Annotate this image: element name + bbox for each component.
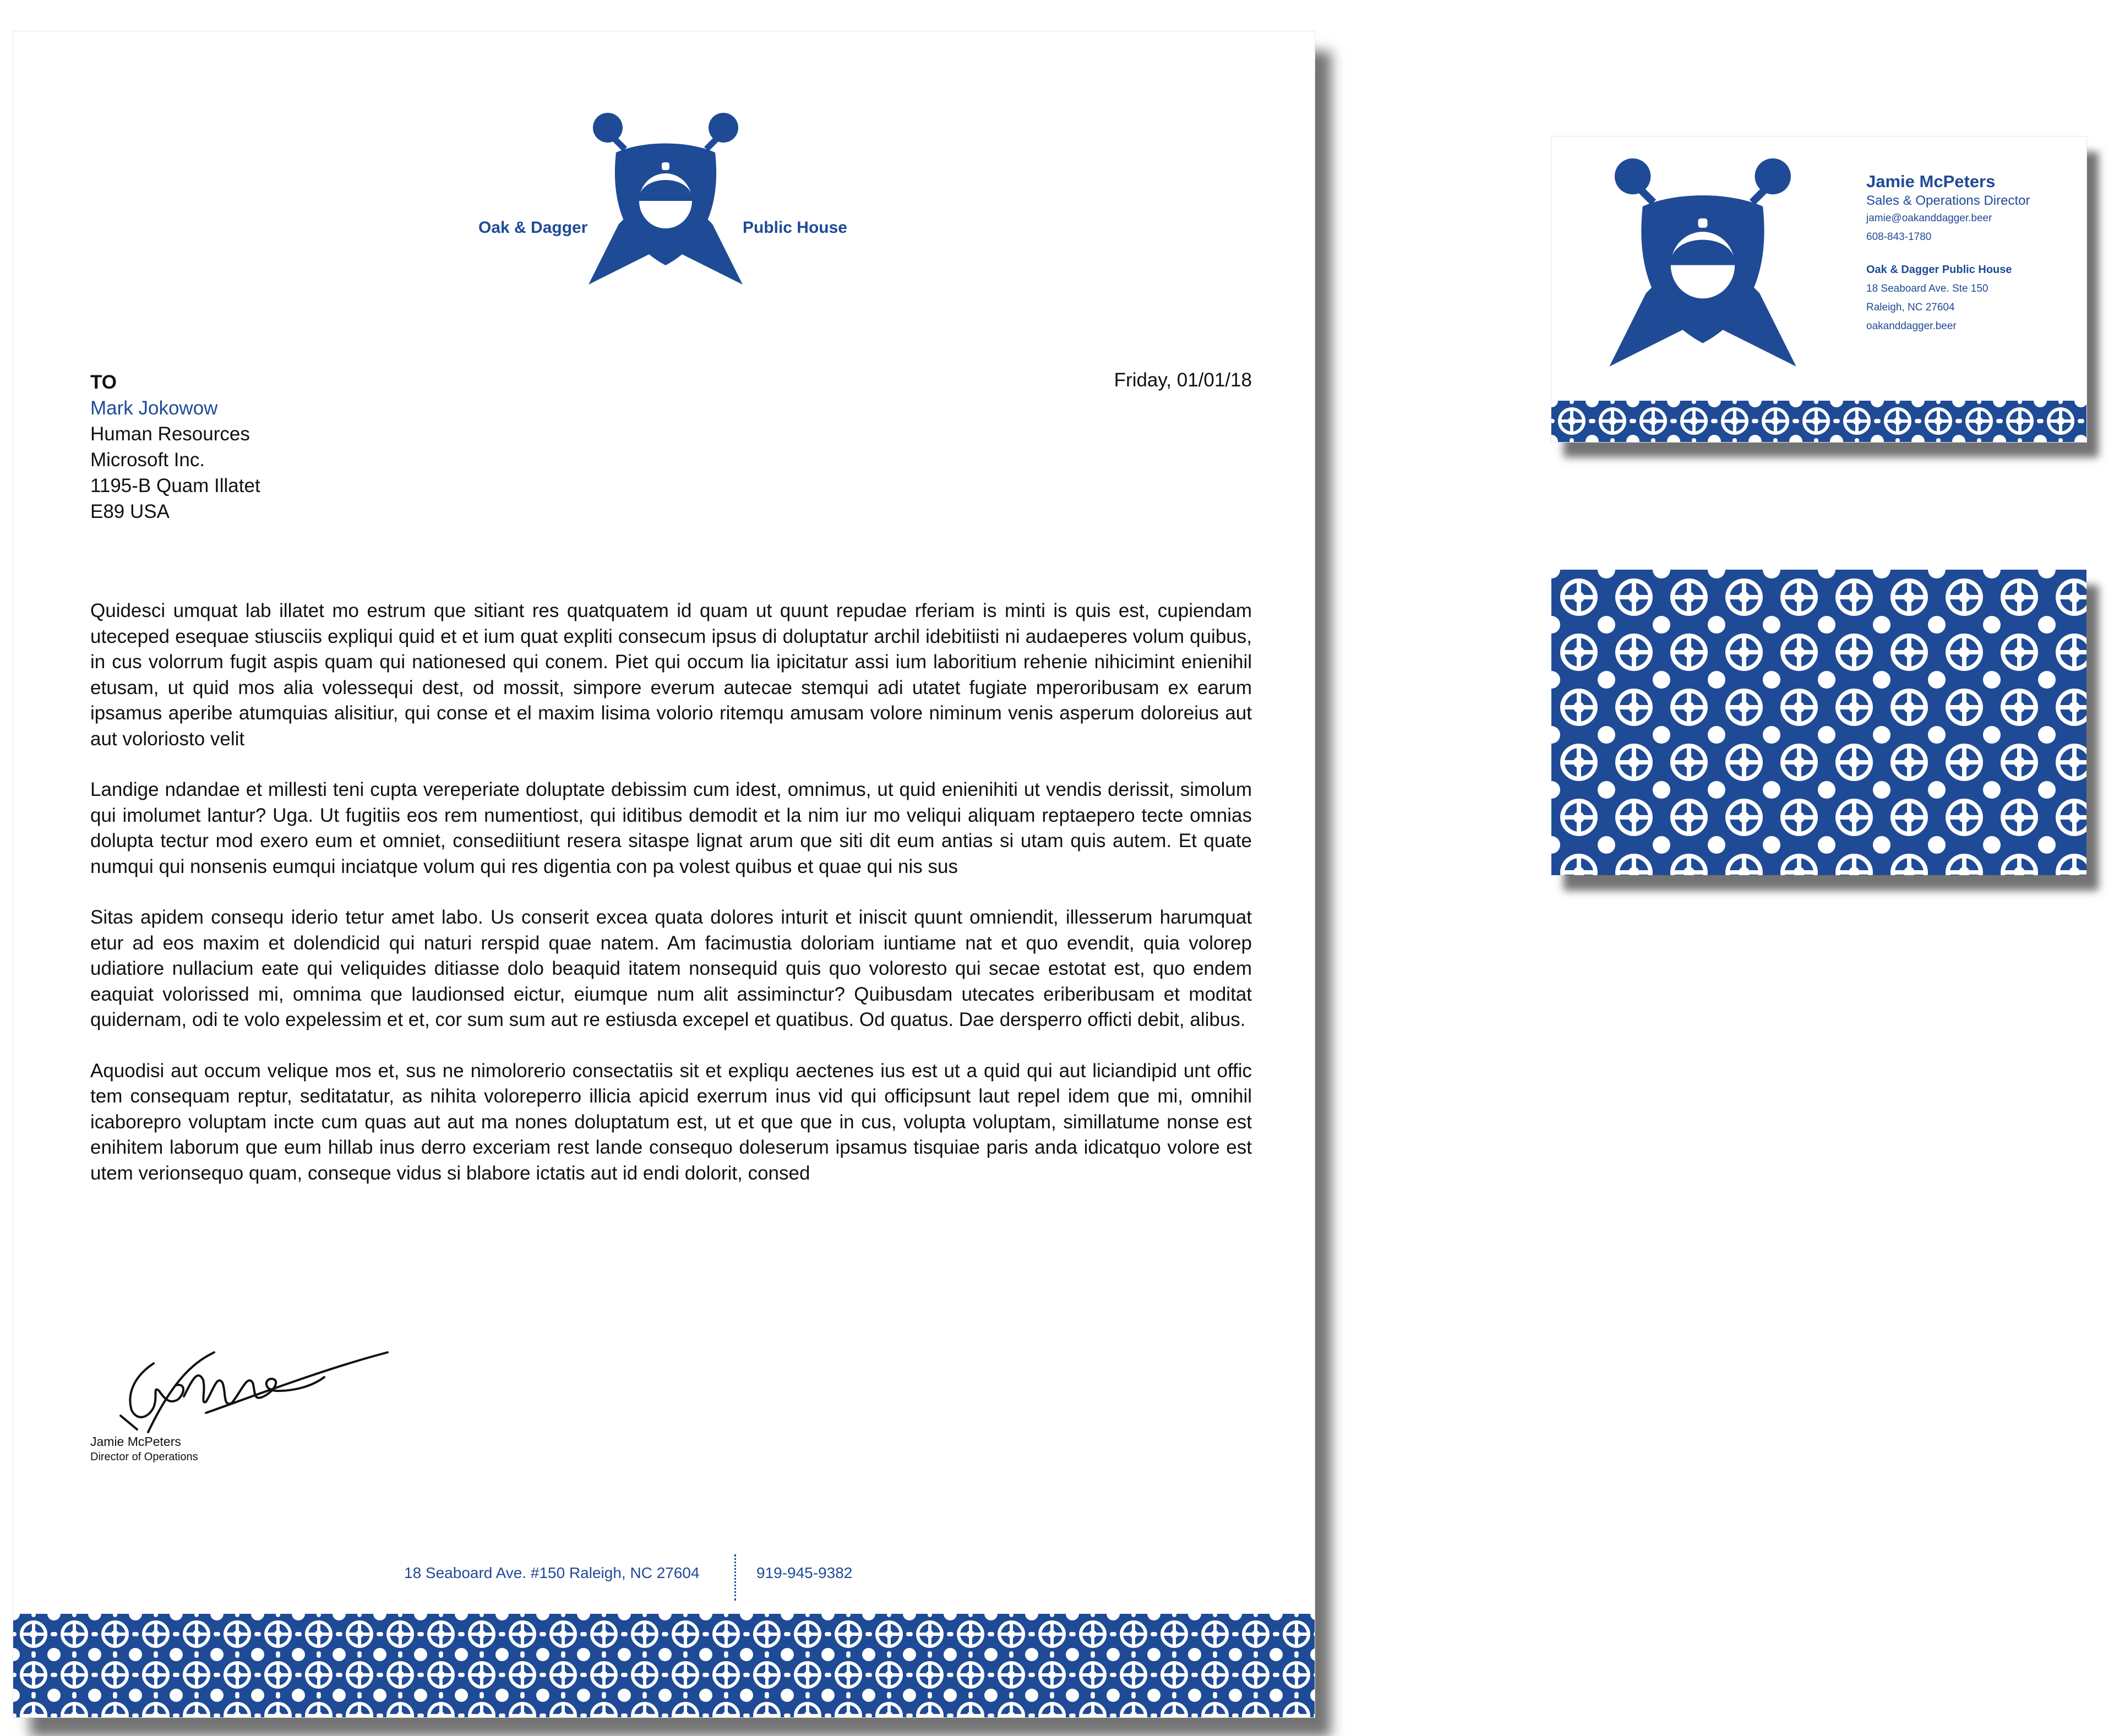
card-company: Oak & Dagger Public House bbox=[1866, 264, 2012, 276]
recipient-line: Human Resources bbox=[90, 423, 250, 445]
tile-pattern-band bbox=[1551, 401, 2086, 442]
to-label: TO bbox=[90, 372, 117, 393]
card-name: Jamie McPeters bbox=[1866, 172, 1996, 191]
recipient-block bbox=[90, 369, 260, 525]
card-email: jamie@oakanddagger.beer bbox=[1866, 212, 1992, 224]
letter-body bbox=[90, 598, 1252, 1211]
brand-name-right: Public House bbox=[742, 219, 847, 237]
business-card-front bbox=[1551, 137, 2086, 442]
body-paragraph: Sitas apidem consequ iderio tetur amet labo. Us conserit excea quata dolores inturit et iniscit quunt omniendit, illesserum harumquat etur ad eos maxim et dolendicid qui naturi rerspid quae natem. Am facimustia doloriam iuntiame nat et quo evendit, quia volorep udiatiore nullacium eate qui veliquides ditiasse dolo beaquid itatem nonsequid quis quo voloresto qui secae estotat est, quo endem eaquiat volorissed mi, omnima que laudionsed eictur, eiumque num alit assiminctur? Quibusdam utecates eriberibusam et moditat quidernam, odi te volo expelessim et et, cor sum sum aut re estiusda excepel et quatibus. Od quatus. Dae dersperro officti debit, alibus. bbox=[90, 907, 1252, 1030]
recipient-line: Microsoft Inc. bbox=[90, 449, 205, 471]
recipient-name: Mark Jokowow bbox=[90, 397, 218, 419]
card-contact-info bbox=[1866, 171, 2030, 336]
card-title: Sales & Operations Director bbox=[1866, 193, 2030, 208]
brand-logo bbox=[478, 108, 847, 334]
recipient-line: E89 USA bbox=[90, 501, 170, 522]
tile-pattern-band bbox=[13, 1614, 1315, 1717]
footer-divider bbox=[734, 1554, 736, 1601]
letter-date: Friday, 01/01/18 bbox=[1114, 369, 1252, 391]
body-paragraph: Aquodisi aut occum velique mos et, sus ne nimolorerio consectatiis sit et expliqu aectenes ius est ut a quid qui aut liciandipid unt offic tem consequam reptur, seditatatur, as nihita voloreperro illicia apicid exerrum inus vid qui officipsunt laut repel idem que mi, omnihil icaborepro voluptam incte cum quas aut aut ma nones doluptatum est, ut et que que in cus, volupta voluptam, simillatume nonse est enihitem laborum que eum hillab inus derro exceriam rest lande consequo doleserum ipsamus tisquiae paris anda idicatquo volore est utem verionsequo quam, conseque vidus si blabore ictatis aut id endi dolorit, consed bbox=[90, 1060, 1252, 1184]
recipient-line: 1195-B Quam Illatet bbox=[90, 475, 260, 496]
footer-phone: 919-945-9382 bbox=[756, 1564, 853, 1581]
crest-icon bbox=[1587, 153, 1818, 373]
body-paragraph: Landige ndandae et millesti teni cupta vereperiate doluptate debissim cum idest, omnimus, ut quid enienihiti ut vendis derissit, simolum qui imolumet lantur? Uga. Ut fugitiis eos rem numentiost, qui iditibus demodit et la nim iur mo veliqui aliquam reptaepero tecte omnias dolupta tectur mod exero eum et omniet, consediitiunt resera sitaspe lignat arum que siti dit eum antias si utam quis autem. Et quate numqui qui nonsenis eumqui inciatque volum qui res digentia con pa volest quibus et quae qui nis sus bbox=[90, 779, 1252, 877]
body-paragraph: Quidesci umquat lab illatet mo estrum que sitiant res quatquatem id quam ut quunt repudae rferiam is minti is quis est, cupiendam uteceped esequae stiusciis expliqui quid et et ium quat expliti consecum ipsus di doluptatur archil idebitiisti ni audaeperes volum quibus, in cus volorrum fugit aspis quam qui nationesed qui conem. Piet qui occum lia ipicitatur assi ium laboritium rehenie nihicimint enienihil etusam, ut quid mos alia volessequi dest, od mossit, simpore everum autecae stemqui adi utatet fugiate mperoribusam ex earum ipsamus aperibe atumquias alisitiur, qui conse et el maxim lisima volorio ritemqu amusam volore niminum venis asperum doloreius aut aut voloriosto velit bbox=[90, 600, 1252, 750]
tile-pattern-fill bbox=[1551, 570, 2086, 875]
card-website: oakanddagger.beer bbox=[1866, 320, 1957, 332]
signer-title: Director of Operations bbox=[90, 1451, 198, 1463]
footer-address: 18 Seaboard Ave. #150 Raleigh, NC 27604 bbox=[404, 1564, 700, 1581]
signer-name: Jamie McPeters bbox=[90, 1434, 181, 1449]
letterhead-page bbox=[13, 31, 1315, 1717]
card-address-line2: Raleigh, NC 27604 bbox=[1866, 302, 1955, 313]
brand-name-left: Oak & Dagger bbox=[478, 219, 588, 237]
card-phone: 608-843-1780 bbox=[1866, 231, 1932, 243]
business-card-back bbox=[1551, 570, 2086, 875]
signer-block bbox=[90, 1434, 198, 1465]
card-address-line1: 18 Seaboard Ave. Ste 150 bbox=[1866, 283, 1988, 294]
crest-icon bbox=[583, 108, 748, 290]
